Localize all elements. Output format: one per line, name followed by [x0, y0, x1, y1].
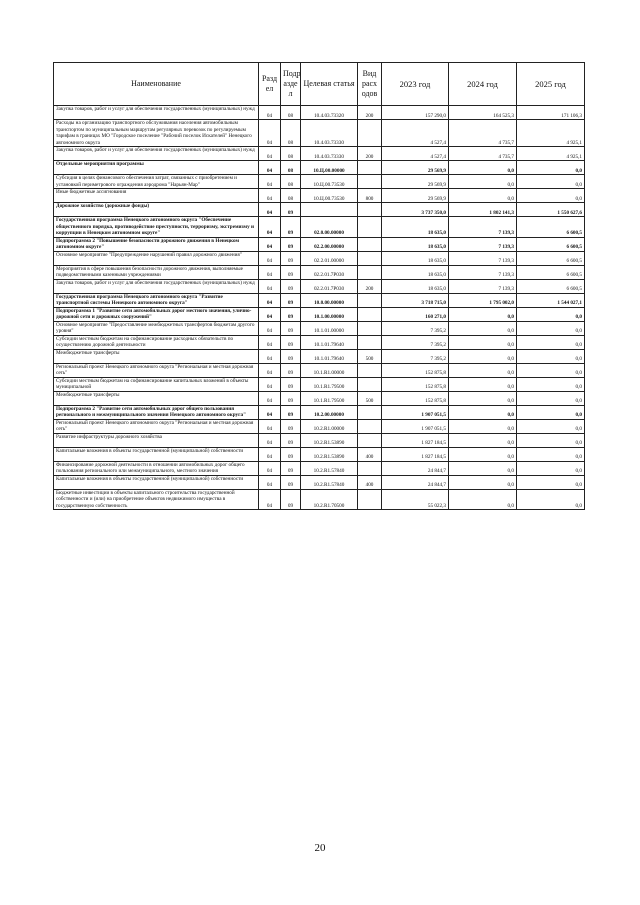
cell-subsection: 09: [281, 335, 301, 349]
cell-2023: 160 271,0: [382, 307, 449, 321]
cell-expense-type: 800: [358, 189, 382, 203]
cell-target: 02.0.00.00000: [301, 217, 358, 238]
cell-expense-type: [358, 363, 382, 377]
cell-target: 02.2.01.00000: [301, 251, 358, 265]
cell-target: 10.2.R1.57840: [301, 461, 358, 475]
cell-target: 10.2.R1.53890: [301, 433, 358, 447]
cell-2024: 164 525,3: [449, 106, 517, 120]
cell-target: 10.4.03.73320: [301, 106, 358, 120]
cell-2025: 0,0: [517, 433, 585, 447]
cell-expense-type: 400: [358, 447, 382, 461]
table-row: [54, 265, 585, 279]
cell-target: 10.1.01.79640: [301, 349, 358, 363]
cell-subsection: 09: [281, 321, 301, 335]
cell-2023: 1 827 184,5: [382, 447, 449, 461]
cell-target: 10.Ц.00.00000: [301, 161, 358, 175]
cell-2024: 1 802 141,3: [449, 203, 517, 217]
cell-name: Основное мероприятие "Предоставление межбюджетных трансфертов бюджетам другого уровня": [54, 321, 259, 335]
cell-section: 04: [259, 321, 281, 335]
cell-2024: 0,0: [449, 335, 517, 349]
cell-target: 10.1.01.00000: [301, 321, 358, 335]
cell-2024: 7 139,3: [449, 279, 517, 293]
cell-2023: 152 875,8: [382, 377, 449, 391]
cell-section: 04: [259, 391, 281, 405]
cell-section: 04: [259, 489, 281, 510]
table-row: [54, 307, 585, 321]
cell-target: 02.2.00.00000: [301, 237, 358, 251]
cell-2023: 152 875,8: [382, 391, 449, 405]
cell-expense-type: 200: [358, 106, 382, 120]
cell-2023: 152 875,8: [382, 363, 449, 377]
cell-expense-type: [358, 335, 382, 349]
cell-target: 10.4.03.73330: [301, 147, 358, 161]
cell-section: 04: [259, 147, 281, 161]
cell-2023: 1 907 051,5: [382, 405, 449, 419]
cell-target: 10.1.01.79640: [301, 335, 358, 349]
table-row: [54, 433, 585, 447]
cell-name: Межбюджетные трансферты: [54, 349, 259, 363]
cell-2025: 0,0: [517, 405, 585, 419]
cell-name: Государственная программа Ненецкого автономного округа "Развитие транспортной системы Ненецкого автономного округа": [54, 293, 259, 307]
cell-subsection: 09: [281, 349, 301, 363]
cell-subsection: 09: [281, 391, 301, 405]
cell-name: Подпрограмма 2 "Повышение безопасности дорожного движения в Ненецком автономном округе": [54, 237, 259, 251]
cell-2023: 18 635,0: [382, 279, 449, 293]
cell-2025: 0,0: [517, 489, 585, 510]
table-row: [54, 461, 585, 475]
cell-subsection: 08: [281, 175, 301, 189]
cell-2024: 0,0: [449, 363, 517, 377]
cell-section: 04: [259, 447, 281, 461]
cell-section: 04: [259, 203, 281, 217]
cell-subsection: 09: [281, 377, 301, 391]
table-row: [54, 279, 585, 293]
cell-section: 04: [259, 475, 281, 489]
cell-expense-type: [358, 217, 382, 238]
cell-2025: 0,0: [517, 391, 585, 405]
cell-2025: 0,0: [517, 461, 585, 475]
cell-2024: 4 735,7: [449, 147, 517, 161]
cell-2025: 4 925,1: [517, 120, 585, 147]
cell-2024: 7 139,3: [449, 237, 517, 251]
cell-name: Подпрограмма 2 "Развитие сети автомобильных дорог общего пользования регионального и межмуниципального значения Ненецкого автономного округа": [54, 405, 259, 419]
cell-target: 10.1.R1.00000: [301, 363, 358, 377]
cell-name: Капитальные вложения в объекты государственной (муниципальной) собственности: [54, 475, 259, 489]
cell-name: Субсидии местным бюджетам на софинансирование капитальных вложений в объекты муниципальной: [54, 377, 259, 391]
cell-target: 10.2.R1.70500: [301, 489, 358, 510]
cell-subsection: 09: [281, 405, 301, 419]
cell-name: Отдельные мероприятия программы: [54, 161, 259, 175]
table-row: [54, 293, 585, 307]
cell-2024: 7 139,3: [449, 265, 517, 279]
cell-target: 10.Ц.00.73530: [301, 189, 358, 203]
cell-target: 10.2.R1.53890: [301, 447, 358, 461]
cell-target: 10.2.00.00000: [301, 405, 358, 419]
cell-subsection: 09: [281, 447, 301, 461]
cell-expense-type: [358, 433, 382, 447]
cell-section: 04: [259, 106, 281, 120]
table-row: [54, 335, 585, 349]
cell-2025: 6 600,5: [517, 265, 585, 279]
cell-2025: 0,0: [517, 161, 585, 175]
cell-name: Дорожное хозяйство (дорожные фонды): [54, 203, 259, 217]
cell-name: Субсидия в целях финансового обеспечения затрат, связанных с приобретением и установкой периметрового ограждения аэродрома "Нарьян-Мар": [54, 175, 259, 189]
cell-2025: 1 550 627,6: [517, 203, 585, 217]
cell-section: 04: [259, 433, 281, 447]
cell-section: 04: [259, 349, 281, 363]
cell-subsection: 08: [281, 147, 301, 161]
cell-name: Закупка товаров, работ и услуг для обеспечения государственных (муниципальных) нужд: [54, 106, 259, 120]
cell-2023: 18 635,0: [382, 217, 449, 238]
cell-2023: 4 527,4: [382, 147, 449, 161]
cell-expense-type: [358, 203, 382, 217]
cell-2024: 0,0: [449, 405, 517, 419]
cell-2023: 18 635,0: [382, 237, 449, 251]
cell-target: 02.2.01.7Р030: [301, 279, 358, 293]
cell-2024: 0,0: [449, 307, 517, 321]
cell-name: Закупка товаров, работ и услуг для обеспечения государственных (муниципальных) нужд: [54, 279, 259, 293]
cell-section: 04: [259, 363, 281, 377]
cell-name: Финансирование дорожной деятельности в отношении автомобильных дорог общего пользования регионального или межмуниципального, местного значения: [54, 461, 259, 475]
cell-name: Межбюджетные трансферты: [54, 391, 259, 405]
cell-2025: 0,0: [517, 349, 585, 363]
cell-section: 04: [259, 189, 281, 203]
cell-2025: 1 544 027,1: [517, 293, 585, 307]
table-row: [54, 377, 585, 391]
cell-2023: 29 569,9: [382, 161, 449, 175]
cell-section: 04: [259, 377, 281, 391]
cell-subsection: 09: [281, 433, 301, 447]
table-row: [54, 475, 585, 489]
cell-2025: 0,0: [517, 335, 585, 349]
cell-subsection: 09: [281, 489, 301, 510]
page-number: 20: [314, 842, 326, 854]
cell-2023: 55 022,3: [382, 489, 449, 510]
cell-2025: 6 600,5: [517, 279, 585, 293]
cell-subsection: 09: [281, 293, 301, 307]
cell-2025: 0,0: [517, 447, 585, 461]
cell-2023: 7 395,2: [382, 321, 449, 335]
table-row: [54, 106, 585, 120]
cell-expense-type: 500: [358, 349, 382, 363]
cell-2024: 0,0: [449, 321, 517, 335]
table-row: [54, 120, 585, 147]
table-header-row: [54, 63, 585, 106]
header-name: Наименование: [54, 63, 259, 106]
cell-name: Расходы на организацию транспортного обслуживания населения автомобильным транспортом по муниципальным маршрутам регулярных перевозок по регулируемым тарифам в границах МО "Городское поселение "Рабочий поселок Искателей" Ненецкого автономного округа: [54, 120, 259, 147]
cell-target: 10.1.R1.79500: [301, 391, 358, 405]
table-row: [54, 203, 585, 217]
header-subsection: Подр азде л: [281, 63, 301, 106]
cell-2023: 1 907 051,5: [382, 419, 449, 433]
cell-section: 04: [259, 419, 281, 433]
cell-section: 04: [259, 251, 281, 265]
cell-2024: 7 139,3: [449, 217, 517, 238]
cell-2023: 24 844,7: [382, 475, 449, 489]
cell-expense-type: [358, 377, 382, 391]
cell-2025: 0,0: [517, 475, 585, 489]
cell-subsection: 09: [281, 251, 301, 265]
cell-section: 04: [259, 405, 281, 419]
cell-2024: 0,0: [449, 391, 517, 405]
table-row: [54, 349, 585, 363]
cell-2025: 6 600,5: [517, 251, 585, 265]
cell-name: Государственная программа Ненецкого автономного округа "Обеспечение общественного порядка, противодействие преступности, терроризму, экстремизму и коррупции в Ненецком автономном округе": [54, 217, 259, 238]
cell-2024: 1 795 002,0: [449, 293, 517, 307]
cell-target: [301, 203, 358, 217]
cell-2023: 7 395,2: [382, 349, 449, 363]
cell-section: 04: [259, 175, 281, 189]
cell-section: 04: [259, 265, 281, 279]
table-row: [54, 217, 585, 238]
cell-target: 10.1.00.00000: [301, 307, 358, 321]
table-row: [54, 419, 585, 433]
cell-section: 04: [259, 161, 281, 175]
table-row: [54, 489, 585, 510]
cell-2024: 0,0: [449, 447, 517, 461]
cell-2023: 3 718 715,0: [382, 293, 449, 307]
cell-expense-type: [358, 161, 382, 175]
cell-subsection: 08: [281, 120, 301, 147]
cell-section: 04: [259, 307, 281, 321]
cell-target: 02.2.01.7Р030: [301, 265, 358, 279]
cell-2024: 0,0: [449, 349, 517, 363]
cell-2024: 0,0: [449, 189, 517, 203]
table-row: [54, 391, 585, 405]
cell-subsection: 09: [281, 307, 301, 321]
cell-2025: 6 600,5: [517, 237, 585, 251]
cell-2025: 0,0: [517, 189, 585, 203]
cell-2024: 0,0: [449, 419, 517, 433]
cell-target: 10.0.00.00000: [301, 293, 358, 307]
cell-2023: 1 827 184,5: [382, 433, 449, 447]
cell-expense-type: [358, 321, 382, 335]
cell-2025: 0,0: [517, 307, 585, 321]
cell-name: Региональный проект Ненецкого автономного округа "Региональная и местная дорожная сеть": [54, 419, 259, 433]
cell-section: 04: [259, 279, 281, 293]
cell-expense-type: [358, 237, 382, 251]
cell-name: Развитие инфраструктуры дорожного хозяйства: [54, 433, 259, 447]
cell-2024: 0,0: [449, 175, 517, 189]
cell-2023: 24 844,7: [382, 461, 449, 475]
cell-subsection: 09: [281, 461, 301, 475]
cell-subsection: 09: [281, 419, 301, 433]
cell-expense-type: [358, 461, 382, 475]
cell-2025: 0,0: [517, 419, 585, 433]
table-row: [54, 405, 585, 419]
table-row: [54, 251, 585, 265]
cell-2024: 7 139,3: [449, 251, 517, 265]
cell-2024: 4 735,7: [449, 120, 517, 147]
cell-expense-type: 500: [358, 391, 382, 405]
table-body: [54, 106, 585, 510]
cell-subsection: 09: [281, 363, 301, 377]
cell-2025: 0,0: [517, 363, 585, 377]
cell-2023: 29 569,9: [382, 189, 449, 203]
cell-target: 10.2.R1.57840: [301, 475, 358, 489]
cell-2024: 0,0: [449, 475, 517, 489]
cell-2024: 0,0: [449, 161, 517, 175]
cell-section: 04: [259, 335, 281, 349]
cell-2024: 0,0: [449, 377, 517, 391]
cell-expense-type: [358, 251, 382, 265]
cell-name: Подпрограмма 1 "Развитие сети автомобильных дорог местного значения, улично-дорожной сети и дорожных сооружений": [54, 307, 259, 321]
cell-name: Капитальные вложения в объекты государственной (муниципальной) собственности: [54, 447, 259, 461]
cell-2023: 18 635,0: [382, 251, 449, 265]
cell-subsection: 09: [281, 475, 301, 489]
cell-2025: 4 925,1: [517, 147, 585, 161]
cell-2023: 157 290,0: [382, 106, 449, 120]
table-row: [54, 363, 585, 377]
cell-name: Мероприятия в сфере повышения безопасности дорожного движения, выполняемые подведомственными казенными учреждениями: [54, 265, 259, 279]
cell-target: 10.2.R1.00000: [301, 419, 358, 433]
cell-expense-type: [358, 489, 382, 510]
cell-subsection: 09: [281, 217, 301, 238]
cell-2024: 0,0: [449, 433, 517, 447]
table-row: [54, 237, 585, 251]
cell-expense-type: [358, 307, 382, 321]
cell-section: 04: [259, 217, 281, 238]
table-row: [54, 321, 585, 335]
cell-expense-type: [358, 120, 382, 147]
header-section: Разд ел: [259, 63, 281, 106]
cell-name: Бюджетные инвестиции в объекты капитального строительства государственной собственности и (или) на приобретение объектов недвижимого имущества в государственную собственность: [54, 489, 259, 510]
header-expense-type: Вид расх одов: [358, 63, 382, 106]
cell-subsection: 09: [281, 203, 301, 217]
cell-name: Закупка товаров, работ и услуг для обеспечения государственных (муниципальных) нужд: [54, 147, 259, 161]
cell-expense-type: [358, 265, 382, 279]
cell-subsection: 08: [281, 189, 301, 203]
cell-2023: 3 737 350,0: [382, 203, 449, 217]
cell-2025: 171 106,3: [517, 106, 585, 120]
cell-2023: 29 569,9: [382, 175, 449, 189]
cell-subsection: 08: [281, 161, 301, 175]
header-2023: 2023 год: [382, 63, 449, 106]
cell-subsection: 09: [281, 237, 301, 251]
table-row: [54, 447, 585, 461]
cell-name: Основное мероприятие "Предупреждение нарушений правил дорожного движения": [54, 251, 259, 265]
budget-table: [53, 62, 585, 510]
cell-expense-type: [358, 175, 382, 189]
table-row: [54, 175, 585, 189]
cell-2023: 18 635,0: [382, 265, 449, 279]
cell-2025: 0,0: [517, 377, 585, 391]
cell-name: Иные бюджетные ассигнования: [54, 189, 259, 203]
cell-target: 10.4.03.73330: [301, 120, 358, 147]
cell-2023: 7 395,2: [382, 335, 449, 349]
table-row: [54, 147, 585, 161]
cell-expense-type: 200: [358, 279, 382, 293]
header-target: Целевая статья: [301, 63, 358, 106]
cell-subsection: 09: [281, 279, 301, 293]
cell-name: Субсидии местным бюджетам на софинансирование расходных обязательств по осуществлению дорожной деятельности: [54, 335, 259, 349]
table-row: [54, 189, 585, 203]
table-row: [54, 161, 585, 175]
cell-section: 04: [259, 120, 281, 147]
cell-2024: 0,0: [449, 461, 517, 475]
cell-name: Региональный проект Ненецкого автономного округа "Региональная и местная дорожная сеть": [54, 363, 259, 377]
cell-expense-type: [358, 293, 382, 307]
cell-section: 04: [259, 293, 281, 307]
cell-2025: 0,0: [517, 321, 585, 335]
cell-target: 10.1.R1.79500: [301, 377, 358, 391]
cell-subsection: 09: [281, 265, 301, 279]
cell-expense-type: 400: [358, 475, 382, 489]
cell-section: 04: [259, 237, 281, 251]
cell-expense-type: [358, 405, 382, 419]
cell-2025: 0,0: [517, 175, 585, 189]
cell-2025: 6 600,5: [517, 217, 585, 238]
cell-expense-type: [358, 419, 382, 433]
cell-target: 10.Ц.00.73530: [301, 175, 358, 189]
cell-2024: 0,0: [449, 489, 517, 510]
cell-section: 04: [259, 461, 281, 475]
cell-2023: 4 527,4: [382, 120, 449, 147]
cell-subsection: 08: [281, 106, 301, 120]
header-2025: 2025 год: [517, 63, 585, 106]
cell-expense-type: 200: [358, 147, 382, 161]
header-2024: 2024 год: [449, 63, 517, 106]
